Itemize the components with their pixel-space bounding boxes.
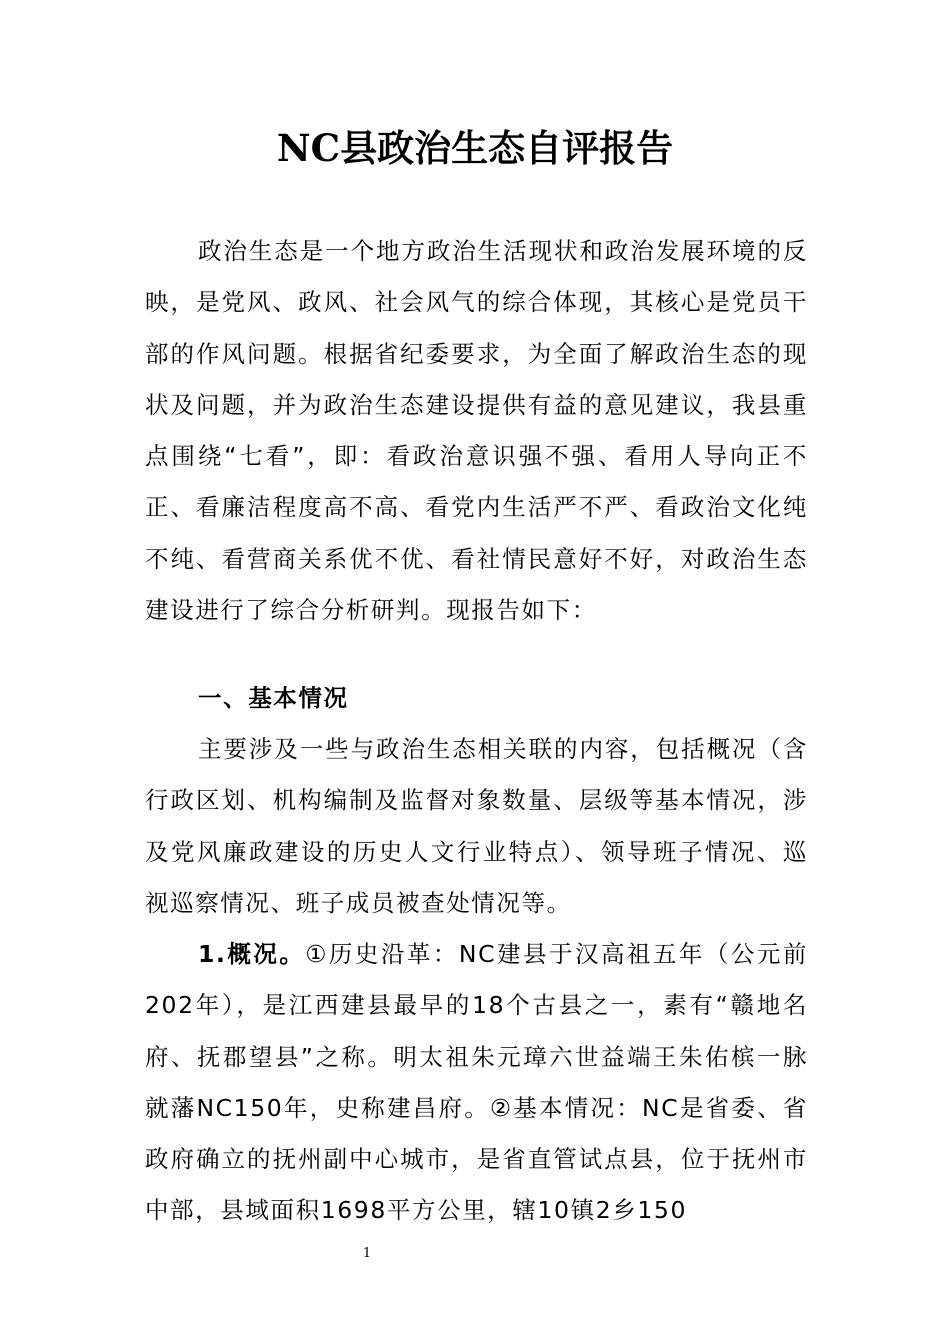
section-heading-basic-situation: 一、基本情况 bbox=[198, 684, 349, 712]
overview-lead: 1.概况。 bbox=[198, 940, 306, 968]
overview-text: ①历史沿革：NC建县于汉高祖五年（公元前202年），是江西建县最早的18个古县之一，素有“赣地名府、抚郡望县”之称。明太祖朱元璋六世益端王朱佑槟一脉就藩NC150年，史称建昌府。②基本情况：NC是省委、省政府确立的抚州副中心城市，是省直管试点县，位于抚州市中部，县域面积1698平方公里，辖10镇2乡150 bbox=[145, 940, 808, 1225]
overview-paragraph bbox=[145, 929, 808, 1237]
intro-paragraph: 政治生态是一个地方政治生活现状和政治发展环境的反映，是党风、政风、社会风气的综合体现，其核心是党员干部的作风问题。根据省纪委要求，为全面了解政治生态的现状及问题，并为政治生态建设提供有益的意见建议，我县重点围绕“七看”，即：看政治意识强不强、看用人导向正不正、看廉洁程度高不高、看党内生活严不严、看政治文化纯不纯、看营商关系优不优、看社情民意好不好，对政治生态建设进行了综合分析研判。现报告如下： bbox=[145, 237, 808, 625]
page-number: 1 bbox=[362, 1246, 372, 1261]
document-title: NC县政治生态自评报告 bbox=[276, 126, 674, 170]
section-paragraph: 主要涉及一些与政治生态相关联的内容，包括概况（含行政区划、机构编制及监督对象数量、层级等基本情况，涉及党风廉政建设的历史人文行业特点）、领导班子情况、巡视巡察情况、班子成员被查处情况等。 bbox=[145, 735, 808, 917]
